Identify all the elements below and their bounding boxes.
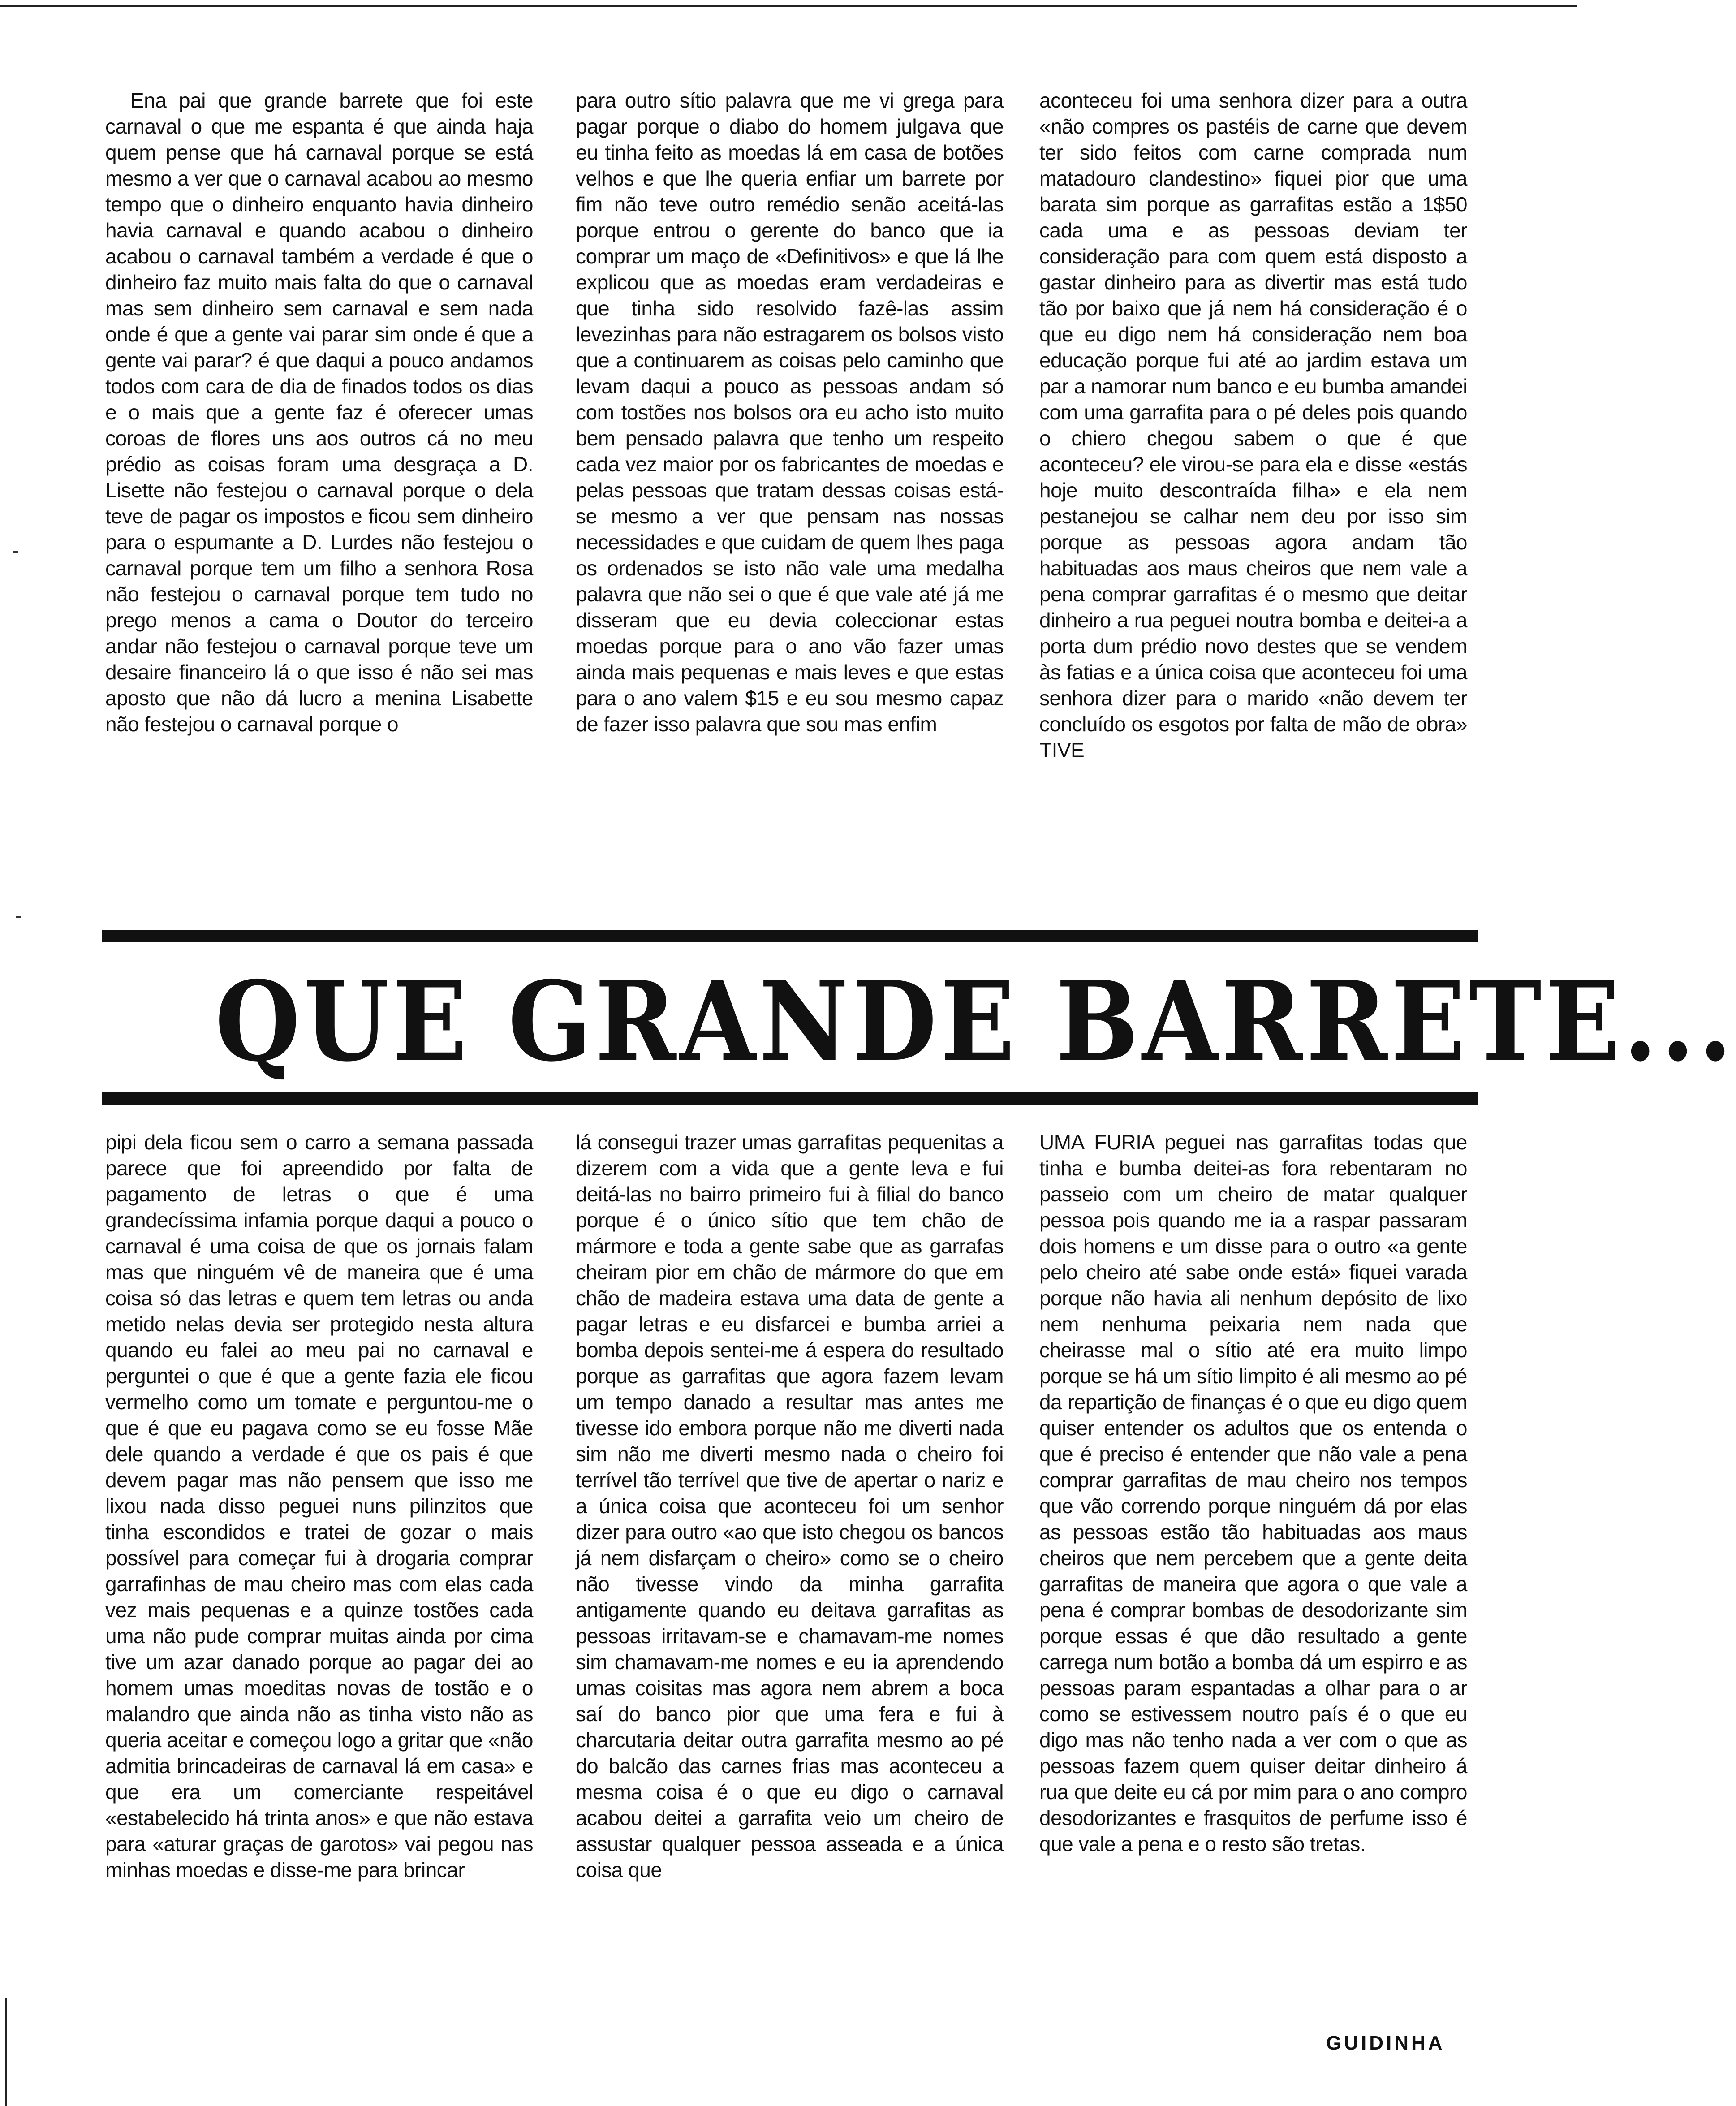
article-column-top-2 — [576, 87, 1004, 898]
column-text: UMA FURIA peguei nas garrafitas todas que tinha e bumba deitei-as fora rebentaram no passeio com um cheiro de matar qualquer pessoa pois quando me ia a raspar passaram dois homens e um disse para o outro «a gente pelo cheiro até sabe onde está» fiquei varada porque não havia ali nenhum depósito de lixo nem nenhuma peixaria nem nada que cheirasse mal o sítio até era muito limpo porque se há um sítio limpito é ali mesmo ao pé da repartição de finanças é o que eu digo quem quiser entender os adultos que os entenda o que é preciso é entender que não vale a pena comprar garrafitas de mau cheiro nos tempos que vão correndo porque ninguém dá por elas as pessoas estão tão habituadas aos maus cheiros que nem percebem que a gente deita garrafitas de maneira que agora o que vale a pena é comprar bombas de desodorizante sim porque essas é que dão resultado a gente carrega num botão a bomba dá um espirro e as pessoas param espantadas a olhar para o ar como se estivessem noutro país é o que eu digo mas não tenho nada a ver com o que as pessoas fazem quem quiser deitar dinheiro á rua que deite eu cá por mim para o ano compro desodorizantes e frasquitos de perfume isso é que vale a pena e o resto são tretas. — [1039, 1131, 1467, 1856]
article-headline: QUE GRANDE BARRETE... — [215, 957, 1736, 1086]
scan-speck — [13, 551, 18, 553]
column-text: Ena pai que grande barrete que foi este carnaval o que me espanta é que ainda haja quem pense que há carnaval porque se está mesmo a ver que o carnaval acabou ao mesmo tempo que o dinheiro enquanto havia dinheiro havia carnaval e quando acabou o dinheiro acabou o carnaval também a verdade é que o dinheiro faz muito mais falta do que o carnaval mas sem dinheiro sem carnaval e sem nada onde é que a gente vai parar sim onde é que a gente vai parar? é que daqui a pouco andamos todos com cara de dia de finados todos os dias e o mais que a gente faz é oferecer umas coroas de flores uns aos outros cá no meu prédio as coisas foram uma desgraça a D. Lisette não festejou o carnaval porque o dela teve de pagar os impostos e ficou sem dinheiro para o espumante a D. Lurdes não festejou o carnaval porque tem um filho a senhora Rosa não festejou o carnaval porque tem tudo no prego menos a cama o Doutor do terceiro andar não festejou o carnaval porque teve um desaire financeiro lá o que isso é não sei mas aposto que não dá lucro a menina Lisabette não festejou o carnaval porque o — [105, 89, 533, 736]
article-column-bottom-2 — [576, 1129, 1004, 2030]
headline-rule-top — [102, 930, 1478, 942]
article-column-top-1 — [105, 87, 533, 898]
column-text: para outro sítio palavra que me vi grega para pagar porque o diabo do homem julgava que eu tinha feito as moedas lá em casa de botões velhos e que lhe queria enfiar um barrete por fim não teve outro remédio senão aceitá-las porque entrou o gerente do banco que ia comprar um maço de «Definitivos» e que lá lhe explicou que as moedas eram verdadeiras e que tinha sido resolvido fazê-las assim levezinhas para não estragarem os bolsos visto que a continuarem as coisas pelo caminho que levam daqui a pouco as pessoas andam só com tostões nos bolsos ora eu acho isto muito bem pensado palavra que tenho um respeito cada vez maior por os fabricantes de moedas e pelas pessoas que tratam dessas coisas está-se mesmo a ver que pensam nas nossas necessidades e que cuidam de quem lhes paga os ordenados se isto não vale uma medalha palavra que não sei o que é que vale até já me disseram que eu devia coleccionar estas moedas porque para o ano vão fazer umas ainda mais pequenas e mais leves e que estas para o ano valem $15 e eu sou mesmo capaz de fazer isso palavra que sou mas enfim — [576, 89, 1004, 736]
scan-edge-top — [0, 5, 1577, 7]
column-text: aconteceu foi uma senhora dizer para a outra «não compres os pastéis de carne que devem ter sido feitos com carne comprada num matadouro clandestino» fiquei pior que uma barata sim porque as garrafitas estão a 1$50 cada uma e as pessoas deviam ter consideração para com quem está disposto a gastar dinheiro para as divertir mas está tudo tão por baixo que já nem há consideração é o que eu digo nem há consideração nem boa educação porque fui até ao jardim estava um par a namorar num banco e eu bumba amandei com uma garrafita para o pé deles pois quando o chiero chegou sabem o que é que aconteceu? ele virou-se para ela e disse «estás hoje muito descontraída filha» e ela nem pestanejou se calhar nem deu por isso sim porque as pessoas agora andam tão habituadas aos maus cheiros que nem vale a pena comprar garrafitas é o mesmo que deitar dinheiro a rua peguei noutra bomba e deitei-a a porta dum prédio novo destes que se vendem às fatias e a única coisa que aconteceu foi uma senhora dizer para o marido «não devem ter concluído os esgotos por falta de mão de obra» TIVE — [1039, 89, 1467, 762]
column-text: lá consegui trazer umas garrafitas pequenitas a dizerem com a vida que a gente leva e fui deitá-las no bairro primeiro fui à filial do banco porque é o único sítio que tem chão de mármore e toda a gente sabe que as garrafas cheiram pior em chão de mármore do que em chão de madeira estava uma data de gente a pagar letras e eu disfarcei e bumba arriei a bomba depois sentei-me á espera do resultado porque as garrafitas que agora fazem levam um tempo danado a resultar mas antes me tivesse ido embora porque não me diverti nada sim não me diverti mesmo nada o cheiro foi terrível tão terrível que tive de apertar o nariz e a única coisa que aconteceu foi um senhor dizer para outro «ao que isto chegou os bancos já nem disfarçam o cheiro» como se o cheiro não tivesse vindo da minha garrafita antigamente quando eu deitava garrafitas as pessoas irritavam-se e chamavam-me nomes sim chamavam-me nomes e eu ia aprendendo umas coisitas mas agora nem abrem a boca saí do banco pior que uma fera e fui à charcutaria deitar outra garrafita mesmo ao pé do balcão das carnes frias mas aconteceu a mesma coisa é o que eu digo o carnaval acabou deitei a garrafita veio um cheiro de assustar qualquer pessoa asseada e a única coisa que — [576, 1131, 1004, 1882]
article-byline: GUIDINHA — [1326, 2032, 1445, 2054]
scan-speck — [16, 916, 21, 918]
article-column-bottom-3 — [1039, 1129, 1467, 2007]
scan-edge-left — [5, 1998, 7, 2106]
column-text: pipi dela ficou sem o carro a semana passada parece que foi apreendido por falta de pagamento de letras o que é uma grandecíssima infamia porque daqui a pouco o carnaval é uma coisa de que os jornais falam mas que ninguém vê de maneira que é uma coisa só das letras e quem tem letras ou anda metido nelas devia ser protegido nesta altura quando eu falei ao meu pai no carnaval e perguntei o que é que a gente fazia ele ficou vermelho como um tomate e perguntou-me o que é que eu pagava como se eu fosse Mãe dele quando a verdade é que os pais é que devem pagar mas não pensem que isso me lixou nada disso peguei nuns pilinzitos que tinha escondidos e tratei de gozar o mais possível para começar fui à drogaria comprar garrafinhas de mau cheiro mas com elas cada vez mais pequenas e a quinze tostões cada uma não pude comprar muitas ainda por cima tive um azar danado porque ao pagar dei ao homem umas moeditas novas de tostão e o malandro que ainda não as tinha visto não as queria aceitar e começou logo a gritar que «não admitia brincadeiras de carnaval lá em casa» e que era um comerciante respeitável «estabelecido há trinta anos» e que não estava para «aturar graças de garotos» vai pegou nas minhas moedas e disse-me para brincar — [105, 1131, 533, 1882]
article-column-bottom-1 — [105, 1129, 533, 2030]
article-column-top-3 — [1039, 87, 1467, 898]
headline-rule-bottom — [102, 1092, 1478, 1105]
